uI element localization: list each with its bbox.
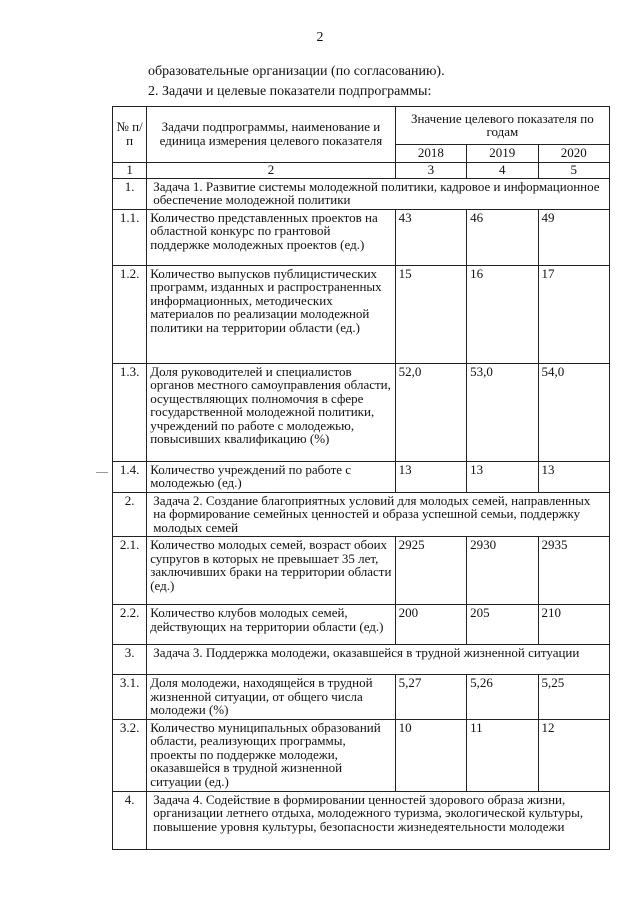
indicator-value: 17 bbox=[538, 265, 609, 363]
indicator-value: 2930 bbox=[467, 537, 538, 605]
header-target: Значение целевого показателя по годам bbox=[395, 107, 609, 145]
indicator-value: 53,0 bbox=[467, 363, 538, 461]
indicator-value: 10 bbox=[395, 719, 466, 791]
header-year: 2018 bbox=[395, 145, 466, 163]
row-number: 1.1. bbox=[113, 209, 147, 265]
row-number: 3.2. bbox=[113, 719, 147, 791]
indicator-value: 15 bbox=[395, 265, 466, 363]
intro-line-2: 2. Задачи и целевые показатели подпрограммы: bbox=[148, 84, 432, 99]
margin-mark bbox=[96, 472, 108, 473]
header-year: 2020 bbox=[538, 145, 609, 163]
indicator-value: 210 bbox=[538, 605, 609, 645]
indicator-name: Доля руководителей и специалистов органов местного самоуправления области, осуществляющих полномочия в сфере государственной молодежной политики, учреждений по работе с молодежью, повысивших квалификацию (%) bbox=[147, 363, 395, 461]
row-number: 2.2. bbox=[113, 605, 147, 645]
indicator-value: 46 bbox=[467, 209, 538, 265]
indicator-value: 49 bbox=[538, 209, 609, 265]
indicator-value: 13 bbox=[467, 461, 538, 492]
indicator-row bbox=[113, 537, 610, 605]
task-title: Задача 4. Содействие в формировании ценностей здорового образа жизни, организации летнего отдыха, молодежного туризма, экологической культуры, повышение уровня культуры, безопасности жизнедеятельности молодежи bbox=[147, 791, 610, 849]
column-index: 5 bbox=[538, 162, 609, 178]
row-number: 3.1. bbox=[113, 675, 147, 720]
indicator-name: Количество выпусков публицистических программ, изданных и распространенных информационных, методических материалов по реализации молодежной политики на территории области (ед.) bbox=[147, 265, 395, 363]
indicator-value: 5,26 bbox=[467, 675, 538, 720]
indicator-row bbox=[113, 363, 610, 461]
indicator-name: Количество учреждений по работе с молодежью (ед.) bbox=[147, 461, 395, 492]
indicator-row bbox=[113, 719, 610, 791]
indicator-name: Количество клубов молодых семей, действующих на территории области (ед.) bbox=[147, 605, 395, 645]
indicator-value: 5,27 bbox=[395, 675, 466, 720]
indicator-row bbox=[113, 265, 610, 363]
indicator-row bbox=[113, 675, 610, 720]
task-row bbox=[113, 645, 610, 675]
task-title: Задача 1. Развитие системы молодежной политики, кадровое и информационное обеспечение молодежной политики bbox=[147, 178, 610, 209]
page-number: 2 bbox=[316, 30, 324, 45]
indicator-value: 13 bbox=[538, 461, 609, 492]
column-index: 4 bbox=[467, 162, 538, 178]
task-row bbox=[113, 178, 610, 209]
row-number: 1.3. bbox=[113, 363, 147, 461]
header-task: Задачи подпрограммы, наименование и единица измерения целевого показателя bbox=[147, 107, 395, 163]
row-number: 1.4. bbox=[113, 461, 147, 492]
indicator-value: 2935 bbox=[538, 537, 609, 605]
indicator-value: 5,25 bbox=[538, 675, 609, 720]
indicator-name: Количество молодых семей, возраст обоих супругов в которых не превышает 35 лет, заключивших браки на территории области (ед.) bbox=[147, 537, 395, 605]
row-number: 1.2. bbox=[113, 265, 147, 363]
header-year: 2019 bbox=[467, 145, 538, 163]
indicator-row bbox=[113, 461, 610, 492]
indicators-table bbox=[112, 106, 610, 850]
indicator-value: 2925 bbox=[395, 537, 466, 605]
indicator-value: 43 bbox=[395, 209, 466, 265]
header-num: № п/п bbox=[113, 107, 147, 163]
row-number: 2.1. bbox=[113, 537, 147, 605]
indicator-name: Доля молодежи, находящейся в трудной жизненной ситуации, от общего числа молодежи (%) bbox=[147, 675, 395, 720]
indicator-value: 16 bbox=[467, 265, 538, 363]
column-index-row bbox=[113, 162, 610, 178]
row-number: 4. bbox=[113, 791, 147, 849]
task-row bbox=[113, 791, 610, 849]
indicator-value: 13 bbox=[395, 461, 466, 492]
task-title: Задача 2. Создание благоприятных условий для молодых семей, направленных на формирование семейных ценностей и образа успешной семьи, поддержку молодых семей bbox=[147, 492, 610, 537]
indicator-name: Количество представленных проектов на областной конкурс по грантовой поддержке молодежных проектов (ед.) bbox=[147, 209, 395, 265]
indicator-row bbox=[113, 605, 610, 645]
indicator-name: Количество муниципальных образований области, реализующих программы, проекты по поддержке молодежи, оказавшейся в трудной жизненной ситуации (ед.) bbox=[147, 719, 395, 791]
column-index: 3 bbox=[395, 162, 466, 178]
indicator-value: 54,0 bbox=[538, 363, 609, 461]
row-number: 3. bbox=[113, 645, 147, 675]
header-row bbox=[113, 107, 610, 145]
indicator-row bbox=[113, 209, 610, 265]
indicator-value: 205 bbox=[467, 605, 538, 645]
indicator-value: 200 bbox=[395, 605, 466, 645]
column-index: 1 bbox=[113, 162, 147, 178]
intro-line-1: образовательные организации (по согласованию). bbox=[148, 64, 445, 79]
row-number: 1. bbox=[113, 178, 147, 209]
task-title: Задача 3. Поддержка молодежи, оказавшейся в трудной жизненной ситуации bbox=[147, 645, 610, 675]
column-index: 2 bbox=[147, 162, 395, 178]
indicator-value: 52,0 bbox=[395, 363, 466, 461]
row-number: 2. bbox=[113, 492, 147, 537]
task-row bbox=[113, 492, 610, 537]
indicator-value: 12 bbox=[538, 719, 609, 791]
indicator-value: 11 bbox=[467, 719, 538, 791]
